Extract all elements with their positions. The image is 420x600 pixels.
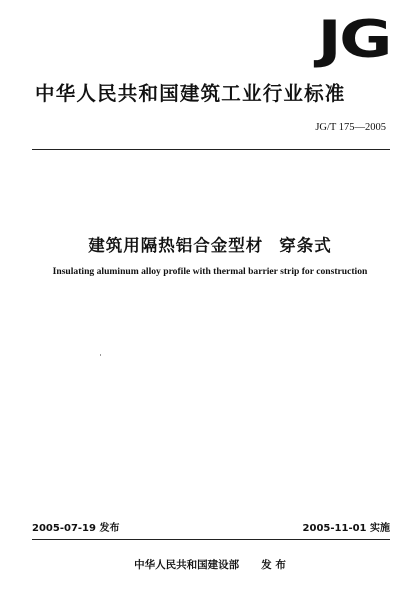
standard-number: JG/T 175—2005	[315, 122, 386, 133]
title-cn-main: 建筑用隔热铝合金型材	[88, 236, 264, 255]
publish-action: 发 布	[261, 559, 286, 571]
org-title: 中华人民共和国建筑工业行业标准	[35, 82, 346, 105]
jg-logo: JG	[317, 10, 390, 70]
document-title-en: Insulating aluminum alloy profile with thermal barrier strip for construction	[52, 266, 368, 277]
issue-date: 2005-07-19 发布	[32, 523, 120, 534]
publisher-name: 中华人民共和国建设部	[134, 559, 240, 571]
scan-speck	[100, 354, 101, 356]
top-divider	[32, 149, 390, 150]
implementation-date: 2005-11-01 实施	[302, 523, 390, 534]
bottom-divider	[32, 539, 390, 540]
publisher-line	[0, 557, 420, 572]
document-title-cn	[0, 232, 420, 256]
title-cn-sub: 穿条式	[279, 236, 332, 255]
